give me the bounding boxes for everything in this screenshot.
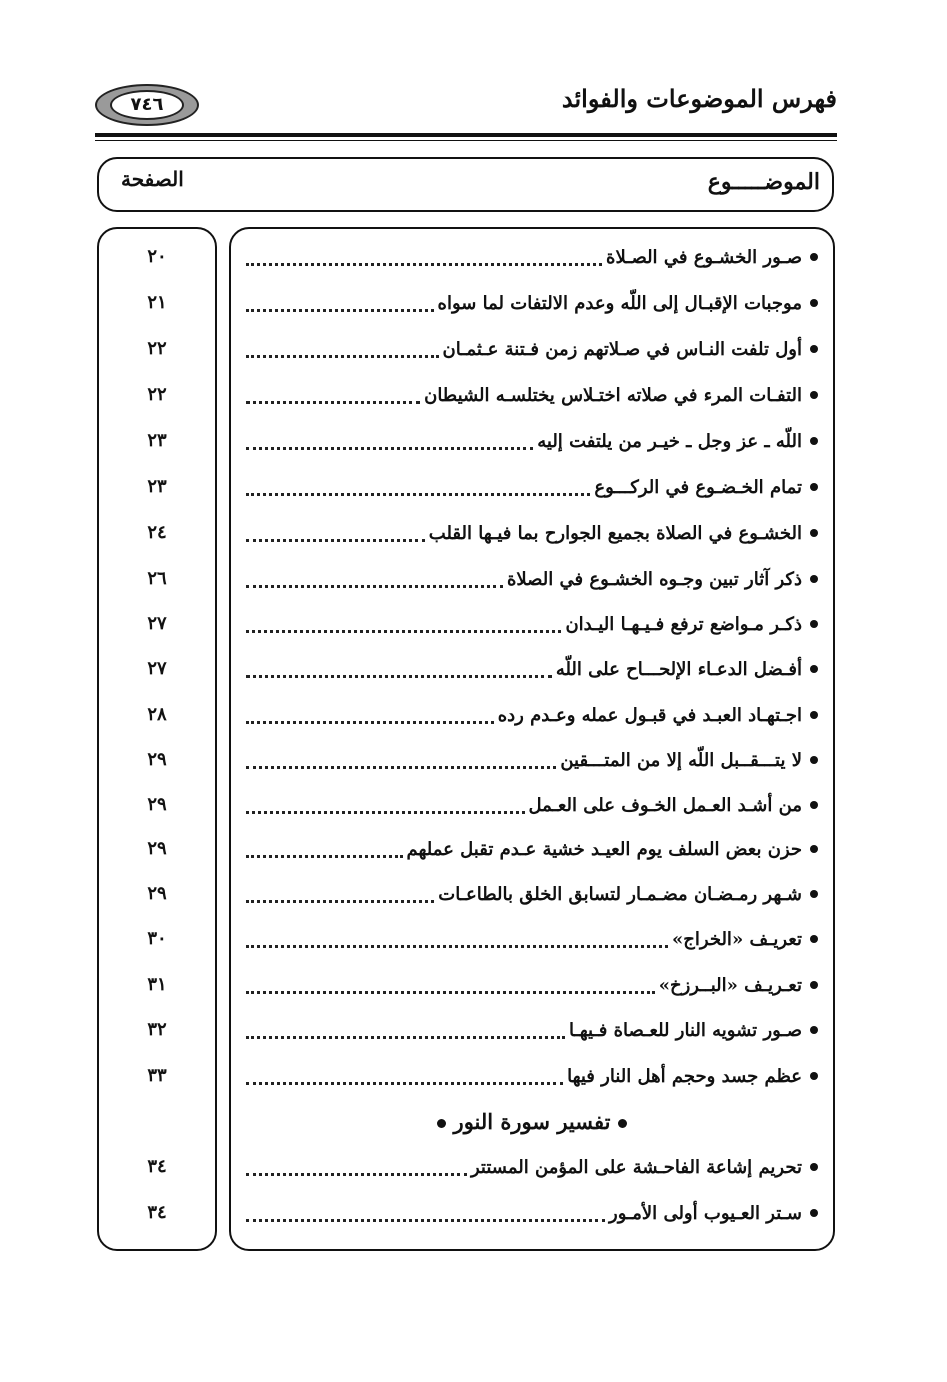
toc-entry-text: اجـتهـاد العبـد في قبـول عمله وعـدم رده [497,704,802,726]
dot-leader [246,539,425,542]
toc-row [0,788,947,833]
toc-page-number: ٢٤ [147,522,167,543]
toc-page-number: ٢٣ [147,430,167,451]
toc-entry-text: أول تلفت النـاس في صـلاتهم زمن فـتنة عـثمـان [442,338,802,360]
toc-entry-text: لا يتـــقــبل اللّه إلا من المتـــقين [560,749,802,771]
dot-leader [246,1219,605,1222]
toc-entry [246,607,818,641]
toc-page-number: ٢٩ [147,838,167,859]
dot-leader [246,811,525,814]
toc-entry-text: حزن بعض السلف يوم العيـد خشية عـدم تقبل عملهم [406,838,802,860]
toc-entry-text: صـور الخشـوع في الصـلاة [606,246,802,268]
toc-row [0,1059,947,1104]
toc-entry [246,1150,818,1184]
bullet-icon [810,437,818,445]
bullet-icon [810,665,818,673]
toc-entry-text: أفـضل الدعـاء الإلحـــاح على اللّه [555,658,802,680]
dot-leader [246,855,403,858]
bullet-icon [810,1072,818,1080]
section-heading [246,1104,818,1140]
toc-row [0,286,947,331]
toc-row [0,877,947,922]
bullet-icon [810,391,818,399]
toc-entry-text: صـور تشويه النار للعـصاة فـيهـا [568,1019,802,1041]
toc-row [0,698,947,743]
toc-row [0,562,947,607]
toc-entry-text: موجبات الإقبـال إلى اللّه وعدم الالتفات لما سواه [437,292,802,314]
dot-leader [246,355,439,358]
bullet-icon [810,529,818,537]
toc-entry [246,1196,818,1230]
toc-page-number: ٢٧ [147,613,167,634]
toc-entry [246,424,818,458]
dot-leader [246,309,434,312]
bullet-icon [810,981,818,989]
dot-leader [246,900,434,903]
bullet-icon [810,620,818,628]
column-topic-label: الموضـــــوع [707,169,820,195]
toc-entry [246,968,818,1002]
page-number: ٧٤٦ [110,90,184,120]
toc-entry [246,470,818,504]
toc-page-number: ٣١ [147,974,167,995]
toc-page-number: ٢٩ [147,794,167,815]
toc-row [0,332,947,377]
column-header-box [97,157,834,212]
dot-leader [246,493,590,496]
toc-entry-text: التفـات المرء في صلاته اختـلاس يختلسـه الشيطان [424,384,802,406]
dot-leader [246,1036,565,1039]
dot-leader [246,263,602,266]
toc-entry [246,240,818,274]
dot-leader [246,945,668,948]
toc-entry [246,652,818,686]
toc-row [0,832,947,877]
column-page-label: الصفحة [121,167,184,191]
toc-entry [246,286,818,320]
toc-entry-text: اللّه ـ عز وجل ـ خيـر من يلتفت إليه [537,430,802,452]
toc-page-number: ٢٣ [147,476,167,497]
toc-row [0,743,947,788]
toc-row [0,240,947,285]
bullet-icon [810,845,818,853]
toc-entry-text: شـهر رمـضـان مضـمـار لتسابق الخلق بالطاعـات [438,883,802,905]
toc-entry [246,743,818,777]
toc-entry [246,788,818,822]
toc-row [0,922,947,967]
toc-entry [246,698,818,732]
dot-leader [246,401,420,404]
toc-row [0,607,947,652]
toc-entry [246,562,818,596]
toc-page-number: ٢٩ [147,749,167,770]
toc-row [0,652,947,697]
toc-row [0,968,947,1013]
toc-entry-text: الخشـوع في الصلاة بجميع الجوارح بما فيـها القلب [428,522,802,544]
bullet-icon [810,1026,818,1034]
toc-row [0,424,947,469]
toc-page-number: ٢٨ [147,704,167,725]
toc-row [0,516,947,561]
dot-leader [246,1082,563,1085]
toc-entry [246,832,818,866]
bullet-icon [437,1119,446,1128]
header-rule-thick [95,133,837,137]
header-rule-thin [95,140,837,141]
bullet-icon [810,935,818,943]
toc-entry [246,1013,818,1047]
bullet-icon [810,345,818,353]
bullet-icon [618,1119,627,1128]
toc-entry-text: ذكـر مـواضع ترفع فـيـهـا اليـدان [565,613,802,635]
dot-leader [246,721,494,724]
bullet-icon [810,483,818,491]
toc-entry [246,1059,818,1093]
running-title: فهرس الموضوعات والفوائد [561,84,837,113]
toc-row [0,1013,947,1058]
bullet-icon [810,756,818,764]
dot-leader [246,447,533,450]
bullet-icon [810,575,818,583]
section-title: تفسير سورة النور [453,1109,611,1134]
page-number-badge [95,84,199,126]
toc-entry-text: ذكر آثار تبين وجـوه الخشـوع في الصلاة [506,568,802,590]
toc-entry-text: تحريم إشاعة الفاحـشة على المؤمن المستتر [470,1156,802,1178]
toc-page-number: ٣٢ [147,1019,167,1040]
bullet-icon [810,253,818,261]
dot-leader [246,766,556,769]
dot-leader [246,991,655,994]
dot-leader [246,630,561,633]
toc-entry [246,877,818,911]
toc-page-number: ٣٠ [147,928,167,949]
toc-entry-text: تمام الخـضـوع في الركـــوع [594,476,802,498]
dot-leader [246,675,552,678]
bullet-icon [810,299,818,307]
toc-page-number: ٢٩ [147,883,167,904]
toc-row [0,470,947,515]
toc-entry [246,516,818,550]
bullet-icon [810,890,818,898]
toc-page-number: ٣٣ [147,1065,167,1086]
toc-page-number: ٢١ [147,292,167,313]
bullet-icon [810,801,818,809]
toc-entry [246,378,818,412]
toc-entry-text: من أشـد العـمل الخـوف على العـمل [528,794,802,816]
toc-row [0,1150,947,1195]
toc-entry-text: تعريـف «الخراج» [672,928,802,950]
page-header [95,78,837,130]
toc-page-number: ٢٢ [147,384,167,405]
toc-entry [246,922,818,956]
toc-entry-text: تعـريـف «البــرزخ» [658,974,802,996]
bullet-icon [810,1209,818,1217]
toc-row [0,1196,947,1241]
bullet-icon [810,1163,818,1171]
toc-page-number: ٢٧ [147,658,167,679]
bullet-icon [810,711,818,719]
toc-entry-text: عظم جسد وحجم أهل النار فيها [567,1065,802,1087]
toc-entry [246,332,818,366]
toc-entry-text: سـتر العـيوب أولى الأمـور [609,1202,802,1224]
toc-page-number: ٣٤ [147,1156,167,1177]
toc-page-number: ٢٦ [147,568,167,589]
dot-leader [246,585,503,588]
toc-row [0,378,947,423]
toc-page-number: ٢٠ [147,246,167,267]
toc-page-number: ٢٢ [147,338,167,359]
dot-leader [246,1173,467,1176]
toc-page-number: ٣٤ [147,1202,167,1223]
